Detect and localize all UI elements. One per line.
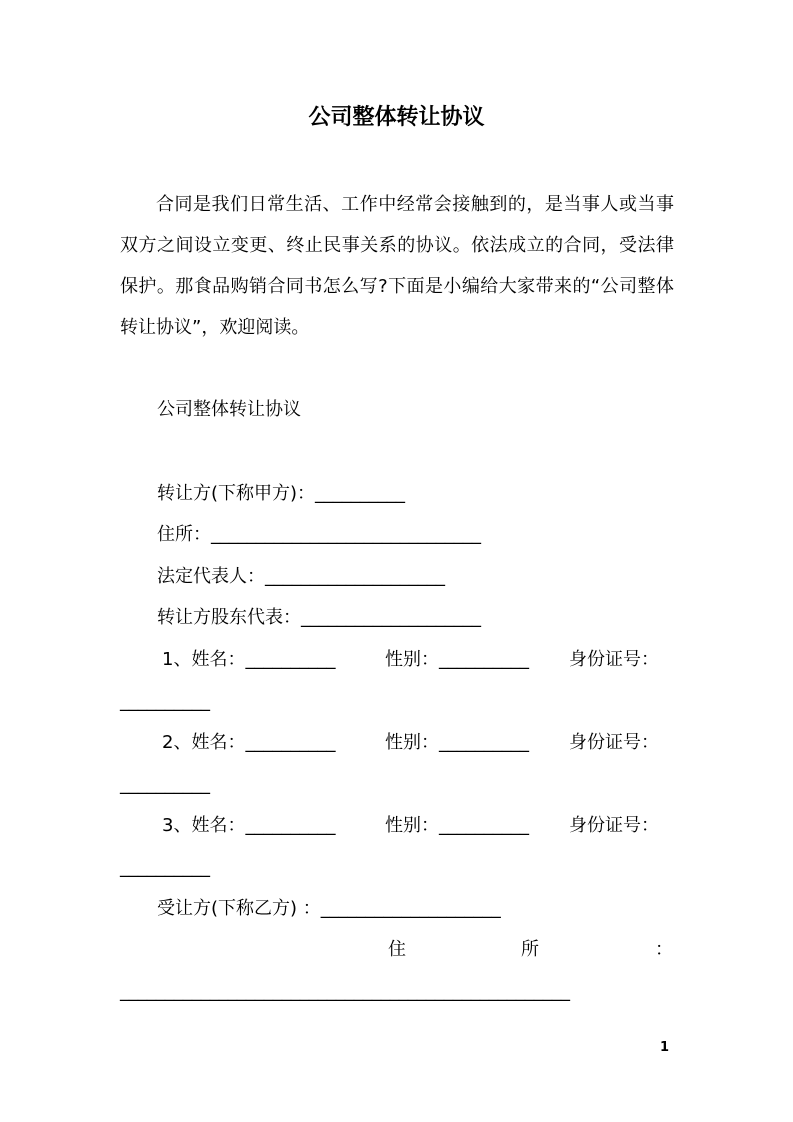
shareholder-2-id-label: 身份证号：	[569, 732, 659, 753]
shareholder-2-name: 2、姓名：__________	[162, 732, 336, 753]
shareholder-1-id-label: 身份证号：	[569, 649, 659, 670]
intro-paragraph: 合同是我们日常生活、工作中经常会接触到的，是当事人或当事双方之间设立变更、终止民事关系的协议。依法成立的合同，受法律保护。那食品购销合同书怎么写?下面是小编给大家带来的“公司整体转让协议”，欢迎阅读。	[120, 194, 674, 338]
shareholder-2-gender: 性别：__________	[385, 732, 529, 753]
shareholder-1-gender: 性别：__________	[385, 649, 529, 670]
page-number: 1	[660, 1040, 670, 1055]
transferee-address-blank: __________________________________________________	[120, 981, 570, 1002]
transferee-field: 受让方(下称乙方) ：____________________	[157, 898, 501, 919]
shareholder-3-id-blank: __________	[120, 857, 210, 878]
shareholder-1-name: 1、姓名：__________	[162, 649, 336, 670]
document-title: 公司整体转让协议	[308, 105, 485, 130]
transferee-address-colon: ：	[655, 939, 673, 960]
shareholder-2-id-blank: __________	[120, 774, 210, 795]
shareholder-representative-field: 转让方股东代表：____________________	[157, 607, 481, 628]
shareholder-1-id-blank: __________	[120, 691, 210, 712]
transferor-field: 转让方(下称甲方)：__________	[157, 483, 406, 504]
section-heading: 公司整体转让协议	[157, 399, 301, 420]
transferee-address-char-1: 住	[388, 939, 406, 960]
shareholder-3-name: 3、姓名：__________	[162, 815, 336, 836]
shareholder-3-gender: 性别：__________	[385, 815, 529, 836]
shareholder-3-id-label: 身份证号：	[569, 815, 659, 836]
transferee-address-char-2: 所	[521, 939, 539, 960]
legal-representative-field: 法定代表人：____________________	[157, 566, 445, 587]
address-field: 住所：______________________________	[157, 524, 481, 545]
